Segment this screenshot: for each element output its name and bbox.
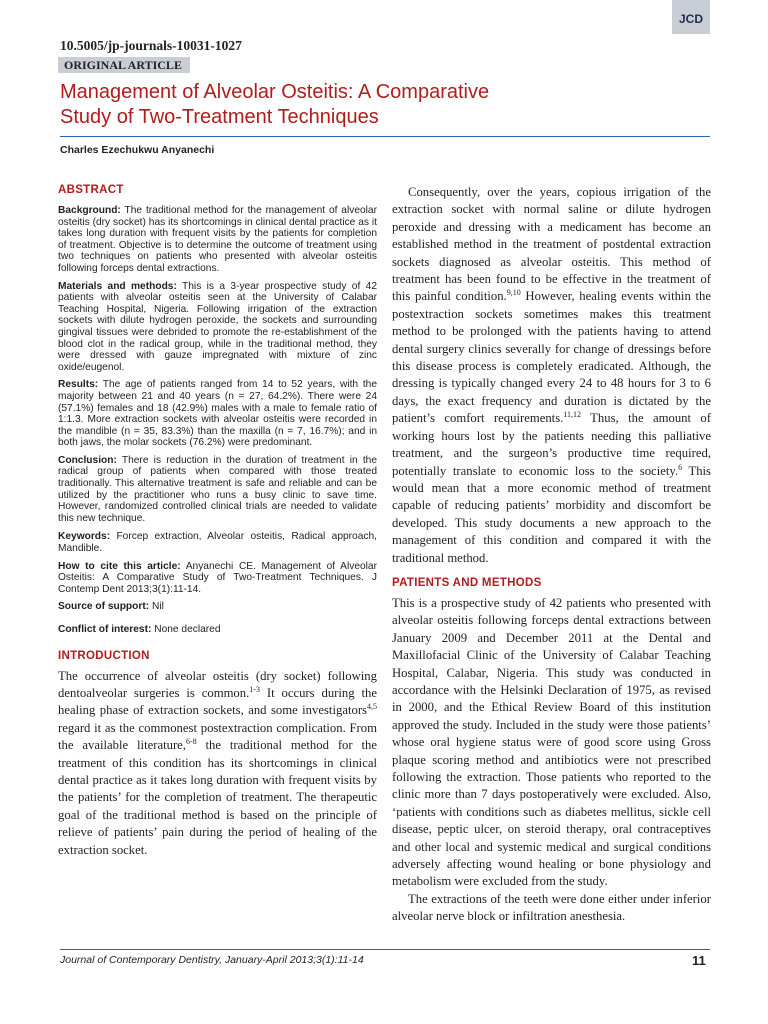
- conflict-text: None declared: [154, 624, 221, 635]
- citation-ref[interactable]: 11,12: [563, 410, 582, 420]
- citation-ref[interactable]: 4,5: [367, 702, 377, 712]
- doi: 10.5005/jp-journals-10031-1027: [60, 38, 242, 53]
- conclusion-label: Conclusion:: [58, 454, 117, 466]
- abstract-citation: [58, 561, 377, 596]
- cite-label: How to cite this article:: [58, 560, 181, 572]
- support-text: Nil: [151, 601, 164, 613]
- abstract-results: [58, 379, 377, 449]
- right-text-3: Thus, the amount of working hours lost by the patients needing this palliative treatment, and the surgeon’s productive time required, potentially translate to economic loss to the society.: [392, 411, 711, 478]
- intro-text-4: the traditional method for the treatment of this condition has its shortcomings in clinical dental practice as it takes long duration with frequent visits by the patients’ for the completion of treatment. The therapeutic goal of the traditional method is based on the principle of relieve of patients’ pain during the period of healing of the extraction socket.: [58, 738, 377, 857]
- citation-ref[interactable]: 1-3: [249, 684, 260, 694]
- right-text-2: However, healing events within the postextraction sockets sometimes makes this treatment method to be prolonged with the patients having to attend dental surgery clinics severally for change of dressings before this disease process is completely eradicated. Although, the dressing is typically changed every 24 to 48 hours for 3 to 6 days, the exact frequency and duration is dictated by the patient’s comfort requirements.: [392, 289, 711, 426]
- patients-methods-heading: PATIENTS AND METHODS: [392, 576, 542, 589]
- right-text-4: This would mean that a more economic method of treatment capable of reducing patients’ morbidity and discomfort be developed. This study documents a new approach to the management of this condition and compared it with the traditional method.: [392, 463, 711, 565]
- background-text: The traditional method for the management of alveolar osteitis (dry socket) has its shortcomings in clinical dental practice as it takes long duration with frequent visits by the patients for completion of treatment. Objective is to determine the outcome of treatment using two techniques on patients who presented with alveolar osteitis following forceps dental extractions.: [58, 205, 377, 274]
- abstract-conflict: [58, 624, 377, 636]
- conflict-label: Conflict of interest:: [58, 624, 152, 635]
- abstract-support: [58, 601, 377, 613]
- results-text: The age of patients ranged from 14 to 52 years, with the majority between 21 and 40 years (n = 27, 64.2%). There were 24 (57.1%) females and 18 (42.9%) males with a male to female ratio of 1:1.3. More extraction sockets with alveolar osteitis were recorded in the mandible (n = 35, 83.3%) than the maxilla (n = 7, 16.7%); and in both jaws, the molar sockets (76.2%) were predominant.: [58, 379, 378, 449]
- intro-text-2: It occurs during the healing phase of extraction sockets, and some investigators: [58, 686, 377, 718]
- keywords-label: Keywords:: [58, 531, 111, 543]
- footer-rule: [60, 949, 710, 950]
- article-type-badge: ORIGINAL ARTICLE: [58, 57, 190, 73]
- results-label: Results:: [58, 379, 99, 391]
- introduction-paragraph: [58, 668, 377, 859]
- footer-citation: Journal of Contemporary Dentistry, January-April 2013;3(1):11-14: [60, 954, 364, 966]
- keywords-text: Forcep extraction, Alveolar osteitis, Radical approach, Mandible.: [58, 531, 377, 555]
- consequently-paragraph: [392, 184, 711, 567]
- support-label: Source of support:: [58, 601, 150, 613]
- abstract-keywords: [58, 531, 377, 554]
- intro-text-3: regard it as the commonest postextraction complication. From the available literature,: [58, 720, 377, 753]
- citation-ref[interactable]: 6: [678, 462, 683, 472]
- left-column: [58, 184, 377, 859]
- abstract-conclusion: [58, 455, 377, 525]
- abstract-methods: [58, 281, 377, 374]
- right-column: [392, 184, 711, 926]
- right-text-1: Consequently, over the years, copious irrigation of the extraction socket with normal saline or dilute hydrogen peroxide and dressing with a medicament has become an established method in the treatment of postdental extraction sockets diagnosed as alveolar osteitis. This method of treatment has been found to be effective in the treatment of this painful condition.: [392, 185, 711, 304]
- methods-text: This is a 3-year prospective study of 42 patients with alveolar osteitis seen at the University of Calabar Teaching Hospital, Nigeria. Following irrigation of the extraction sockets with dilute hydrogen peroxide, the sockets and surrounding gingival tissues were debrided to promote the re-establishment of the blood clot in the radical group, while in the traditional method, they were dressed with gauze impregnated with mixture of zinc oxide/eugenol.: [58, 280, 377, 373]
- cite-text: Anyanechi CE. Management of Alveolar Osteitis: A Comparative Study of Two-Treatment Techniques. J Contemp Dent 2013;3(1):11-14.: [58, 560, 377, 595]
- conclusion-text: There is reduction in the duration of treatment in the radical group of patients when compared with those treated traditionally. This alternative treatment is safe and reliable and can be utilized by the practitioner who runs a busy clinic to save time. However, randomized controlled clinical trials are needed to validate this new technique.: [58, 454, 377, 524]
- patients-methods-paragraph: This is a prospective study of 42 patients who presented with alveolar osteitis following forceps dental extractions between January 2009 and December 2011 at the Dental and Maxillofacial Clinic of the University of Calabar Teaching Hospital, Calabar, Nigeria. This study was conducted in accordance with the Helsinki Declaration of 1975, as revised in 2000, and the Ethical Review Board of this institution approved the study. Included in the study were those patients’ whose oral hygiene status were of good score using Gross plaque scoring method and antibiotics were not prescribed following the extraction. Those patients who reported to the clinic more than 7 days postoperatively were excluded. Also, ‘patients with conditions such as diabetes mellitus, sickle cell disease, peptic ulcer, on steroid therapy, oral contraceptives and other local and systemic medical and surgical conditions adversely affecting wound healing or bone physiology and metabolism were excluded from the study.: [392, 595, 711, 889]
- title-line-1: Management of Alveolar Osteitis: A Comparative: [60, 81, 490, 103]
- citation-ref[interactable]: 9,10: [506, 288, 521, 298]
- introduction-heading: INTRODUCTION: [58, 649, 150, 662]
- extractions-paragraph: The extractions of the teeth were done either under inferior alveolar nerve block or infiltration anesthesia.: [392, 891, 711, 924]
- title-rule: [60, 136, 710, 137]
- background-label: Background:: [58, 205, 121, 216]
- journal-tab: JCD: [672, 0, 710, 34]
- methods-label: Materials and methods:: [58, 280, 177, 292]
- article-title: [60, 80, 720, 130]
- citation-ref[interactable]: 6-8: [185, 736, 197, 746]
- page-number: 11: [692, 953, 706, 968]
- intro-text-1: The occurrence of alveolar osteitis (dry socket) following dentoalveolar surgeries is common.: [58, 668, 377, 700]
- abstract-background: [58, 205, 377, 275]
- title-line-2: Study of Two-Treatment Techniques: [60, 106, 379, 128]
- abstract-heading: ABSTRACT: [58, 184, 124, 196]
- author: Charles Ezechukwu Anyanechi: [60, 144, 215, 156]
